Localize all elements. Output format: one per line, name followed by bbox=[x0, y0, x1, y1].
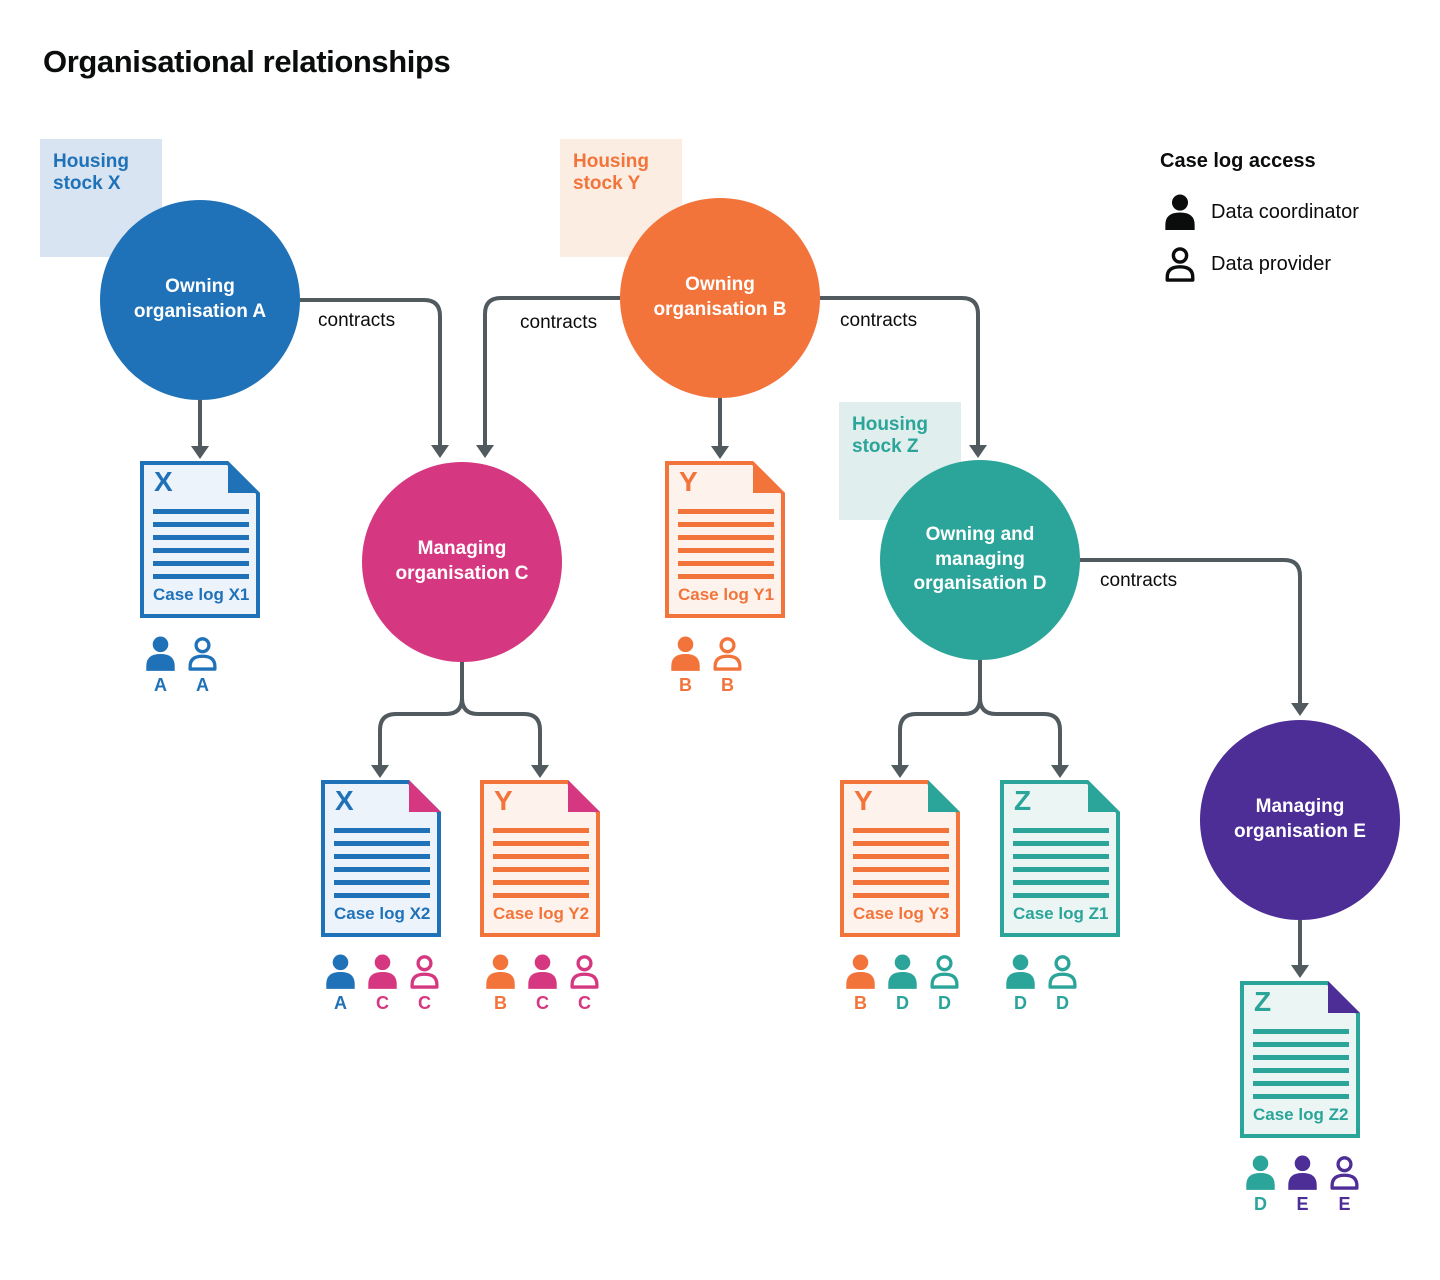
data-provider-icon bbox=[1328, 1155, 1361, 1213]
doc-letter: Z bbox=[1014, 785, 1032, 816]
doc-letter: X bbox=[335, 785, 354, 816]
doc-letter: Z bbox=[1254, 986, 1272, 1017]
caselog-z1 bbox=[1000, 780, 1120, 937]
data-coordinator-icon bbox=[1244, 1155, 1277, 1213]
org-circle-b bbox=[620, 198, 820, 398]
access-letter: D bbox=[896, 993, 909, 1013]
data-coordinator-icon bbox=[526, 954, 559, 1012]
doc-text-lines bbox=[678, 509, 774, 579]
legend-data-provider bbox=[1163, 246, 1331, 282]
arrowhead bbox=[191, 446, 209, 459]
access-letter: A bbox=[334, 993, 347, 1013]
org-label-c: Managing organisation C bbox=[395, 538, 529, 584]
arrowhead bbox=[1291, 703, 1309, 716]
access-letter: A bbox=[154, 675, 167, 695]
data-coordinator-icon bbox=[484, 954, 517, 1012]
org-circle-e bbox=[1200, 720, 1400, 920]
edge-c-to-caselog-y2 bbox=[462, 698, 540, 765]
data-coordinator-icon bbox=[144, 636, 177, 694]
access-letter: C bbox=[376, 993, 389, 1013]
doc-title: Case log Z2 bbox=[1253, 1105, 1349, 1124]
access-letter: D bbox=[938, 993, 951, 1013]
fold-corner-icon bbox=[228, 461, 260, 493]
arrowhead bbox=[711, 446, 729, 459]
access-letter: D bbox=[1056, 993, 1069, 1013]
doc-title: Case log Y2 bbox=[493, 904, 590, 923]
data-coordinator-icon bbox=[324, 954, 357, 1012]
data-provider-icon bbox=[568, 954, 601, 1012]
access-letter: D bbox=[1254, 1194, 1267, 1214]
legend-heading: Case log access bbox=[1160, 150, 1316, 172]
caselog-x2-access bbox=[324, 954, 441, 1012]
access-letter: A bbox=[196, 675, 209, 695]
caselog-y3-access bbox=[844, 954, 961, 1012]
fold-corner-icon bbox=[928, 780, 960, 812]
doc-letter: Y bbox=[494, 785, 513, 816]
org-label-d: Owning and managing organisation D bbox=[913, 523, 1047, 595]
data-provider-icon bbox=[711, 636, 744, 694]
legend-label: Data provider bbox=[1211, 252, 1332, 275]
legend-data-coordinator bbox=[1163, 194, 1359, 230]
access-letter: E bbox=[1338, 1194, 1351, 1214]
caselog-x1-access bbox=[144, 636, 219, 694]
doc-text-lines bbox=[153, 509, 249, 579]
fold-corner-icon bbox=[1088, 780, 1120, 812]
caselog-y2-access bbox=[484, 954, 601, 1012]
caselog-x1 bbox=[140, 461, 260, 618]
doc-letter: Y bbox=[854, 785, 873, 816]
org-circle-c bbox=[362, 462, 562, 662]
contracts-label-b-c: contracts bbox=[520, 312, 598, 333]
org-label-b: Owning organisation B bbox=[653, 274, 787, 320]
access-letter: E bbox=[1296, 1194, 1309, 1214]
caselog-y1-access bbox=[669, 636, 744, 694]
access-letter: B bbox=[854, 993, 867, 1013]
doc-text-lines bbox=[334, 828, 430, 898]
fold-corner-icon bbox=[568, 780, 600, 812]
access-letter: B bbox=[494, 993, 507, 1013]
doc-title: Case log X2 bbox=[334, 904, 431, 923]
data-coordinator-icon bbox=[366, 954, 399, 1012]
data-coordinator-icon bbox=[886, 954, 919, 1012]
contracts-label-d-e: contracts bbox=[1100, 570, 1178, 591]
doc-title: Case log Z1 bbox=[1013, 904, 1109, 923]
access-letter: C bbox=[578, 993, 591, 1013]
doc-title: Case log Y3 bbox=[853, 904, 950, 923]
person-filled-icon bbox=[1163, 194, 1197, 230]
doc-text-lines bbox=[853, 828, 949, 898]
data-provider-icon bbox=[928, 954, 961, 1012]
org-circle-d bbox=[880, 460, 1080, 660]
doc-text-lines bbox=[493, 828, 589, 898]
arrowhead bbox=[371, 765, 389, 778]
data-coordinator-icon bbox=[1286, 1155, 1319, 1213]
data-coordinator-icon bbox=[844, 954, 877, 1012]
doc-letter: Y bbox=[679, 466, 698, 497]
edge-c-to-caselog-x2 bbox=[380, 698, 462, 765]
arrowhead bbox=[431, 445, 449, 458]
arrowhead bbox=[1051, 765, 1069, 778]
fold-corner-icon bbox=[753, 461, 785, 493]
person-outline-icon bbox=[1163, 246, 1197, 282]
doc-text-lines bbox=[1013, 828, 1109, 898]
legend-label: Data coordinator bbox=[1211, 200, 1359, 223]
access-letter: C bbox=[418, 993, 431, 1013]
caselog-y1 bbox=[665, 461, 785, 618]
doc-text-lines bbox=[1253, 1029, 1349, 1099]
arrowhead bbox=[531, 765, 549, 778]
doc-title: Case log X1 bbox=[153, 585, 250, 604]
access-letter: D bbox=[1014, 993, 1027, 1013]
contracts-label-a-c: contracts bbox=[318, 310, 396, 331]
data-provider-icon bbox=[1046, 954, 1079, 1012]
fold-corner-icon bbox=[1328, 981, 1360, 1013]
housing-stock-x-tag: Housing stock X bbox=[40, 139, 162, 257]
doc-letter: X bbox=[154, 466, 173, 497]
arrowhead bbox=[1291, 965, 1309, 978]
caselog-y3 bbox=[840, 780, 960, 937]
org-label-e: Managing organisation E bbox=[1234, 796, 1366, 842]
page-title: Organisational relationships bbox=[43, 44, 451, 79]
caselog-z2-access bbox=[1244, 1155, 1361, 1213]
caselog-z1-access bbox=[1004, 954, 1079, 1012]
housing-stock-z-tag: Housing stock Z bbox=[839, 402, 961, 520]
arrowhead bbox=[891, 765, 909, 778]
access-letter: B bbox=[721, 675, 734, 695]
org-label-a: Owning organisation A bbox=[133, 276, 267, 322]
caselog-y2 bbox=[480, 780, 600, 937]
access-letter: C bbox=[536, 993, 549, 1013]
edge-d-to-caselog-z1 bbox=[980, 698, 1060, 765]
fold-corner-icon bbox=[409, 780, 441, 812]
edge-d-to-caselog-y3 bbox=[900, 698, 980, 765]
doc-title: Case log Y1 bbox=[678, 585, 775, 604]
housing-stock-y-tag: Housing stock Y bbox=[560, 139, 682, 257]
contracts-label-b-d: contracts bbox=[840, 310, 918, 331]
arrowhead bbox=[476, 445, 494, 458]
caselog-x2 bbox=[321, 780, 441, 937]
caselog-z2 bbox=[1240, 981, 1360, 1138]
data-coordinator-icon bbox=[1004, 954, 1037, 1012]
data-provider-icon bbox=[186, 636, 219, 694]
data-coordinator-icon bbox=[669, 636, 702, 694]
data-provider-icon bbox=[408, 954, 441, 1012]
org-circle-a bbox=[100, 200, 300, 400]
access-letter: B bbox=[679, 675, 692, 695]
arrowhead bbox=[969, 445, 987, 458]
